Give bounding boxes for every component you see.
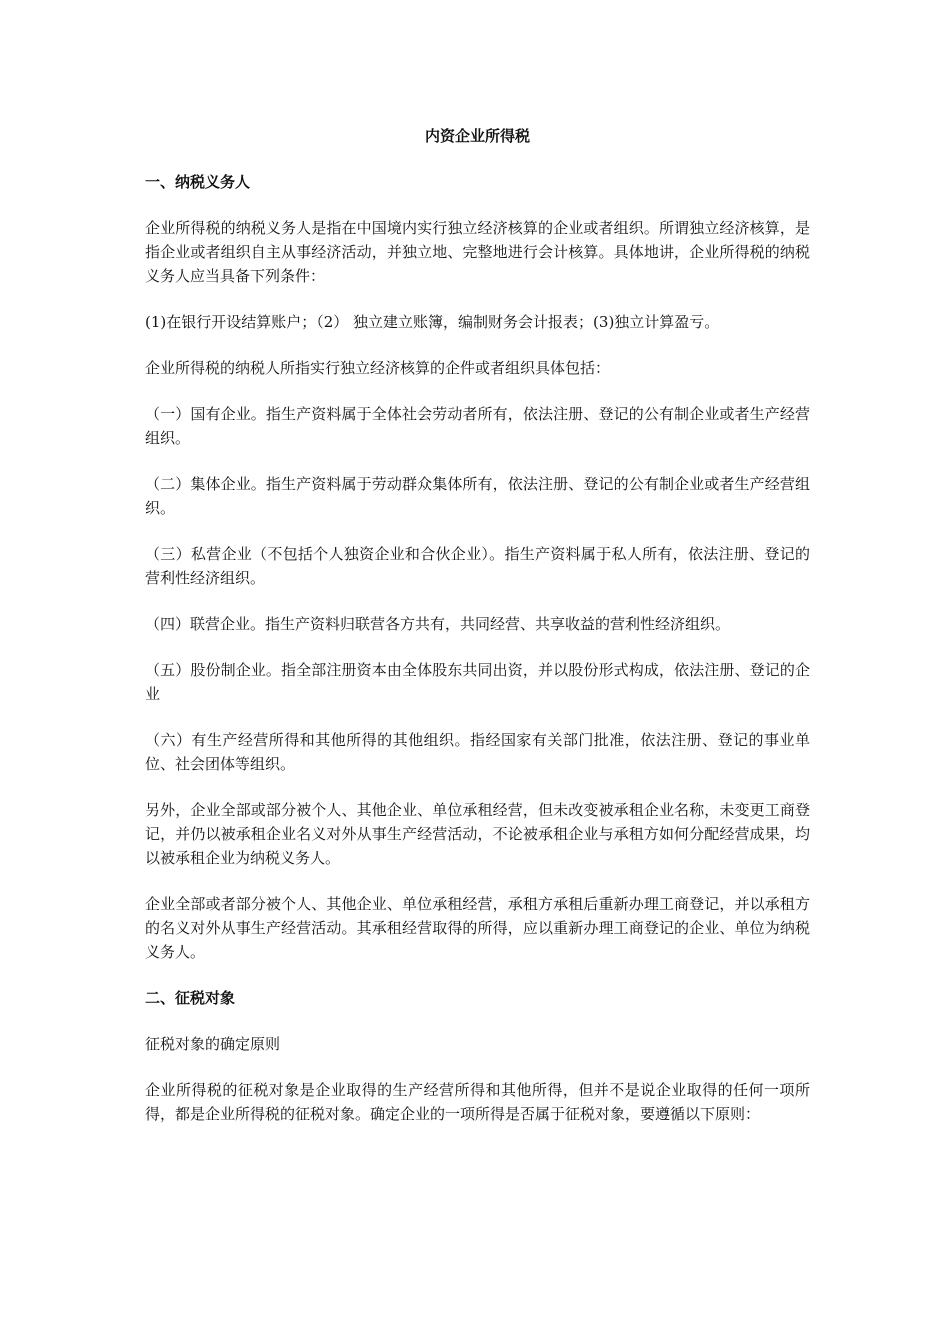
paragraph: (1)在银行开设结算账户；（2） 独立建立账簿，编制财务会计报表；(3)独立计算盈亏。: [145, 313, 720, 331]
paragraph: 企业所得税的征税对象是企业取得的生产经营所得和其他所得，但并不是说企业取得的任何一项所得，都是企业所得税的征税对象。确定企业的一项所得是否属于征税对象，要遵循以下原则：: [145, 1081, 810, 1123]
list-item: （三）私营企业（不包括个人独资企业和合伙企业）。指生产资料属于私人所有，依法注册、登记的营利性经济组织。: [145, 545, 810, 587]
paragraph: 企业所得税的纳税义务人是指在中国境内实行独立经济核算的企业或者组织。所谓独立经济核算，是指企业或者组织自主从事经济活动，并独立地、完整地进行会计核算。具体地讲，企业所得税的纳税义务人应当具备下列条件：: [145, 219, 810, 285]
paragraph: 另外，企业全部或部分被个人、其他企业、单位承租经营，但未改变被承租企业名称，未变更工商登记，并仍以被承租企业名义对外从事生产经营活动，不论被承租企业与承租方如何分配经营成果，均以被承租企业为纳税义务人。: [145, 801, 810, 867]
section-heading-tax-object: 二、征税对象: [145, 989, 236, 1007]
paragraph: 企业全部或者部分被个人、其他企业、单位承租经营，承租方承租后重新办理工商登记，并以承租方的名义对外从事生产经营活动。其承租经营取得的所得，应以重新办理工商登记的企业、单位为纳税义务人。: [145, 895, 810, 961]
list-item: （六）有生产经营所得和其他所得的其他组织。指经国家有关部门批准，依法注册、登记的事业单位、社会团体等组织。: [145, 731, 810, 773]
list-item: （一）国有企业。指生产资料属于全体社会劳动者所有，依法注册、登记的公有制企业或者生产经营组织。: [145, 405, 810, 447]
section-heading-taxpayer: 一、纳税义务人: [145, 173, 251, 191]
list-item: （四）联营企业。指生产资料归联营各方共有，共同经营、共享收益的营利性经济组织。: [145, 615, 731, 633]
paragraph: 征税对象的确定原则: [145, 1035, 281, 1053]
list-item: （五）股份制企业。指全部注册资本由全体股东共同出资，并以股份形式构成，依法注册、登记的企业: [145, 661, 810, 703]
document-title: 内资企业所得税: [424, 127, 530, 145]
paragraph: 企业所得税的纳税人所指实行独立经济核算的企件或者组织具体包括：: [145, 359, 611, 377]
list-item: （二）集体企业。指生产资料属于劳动群众集体所有，依法注册、登记的公有制企业或者生产经营组织。: [145, 475, 810, 517]
document-body: [145, 118, 810, 1148]
